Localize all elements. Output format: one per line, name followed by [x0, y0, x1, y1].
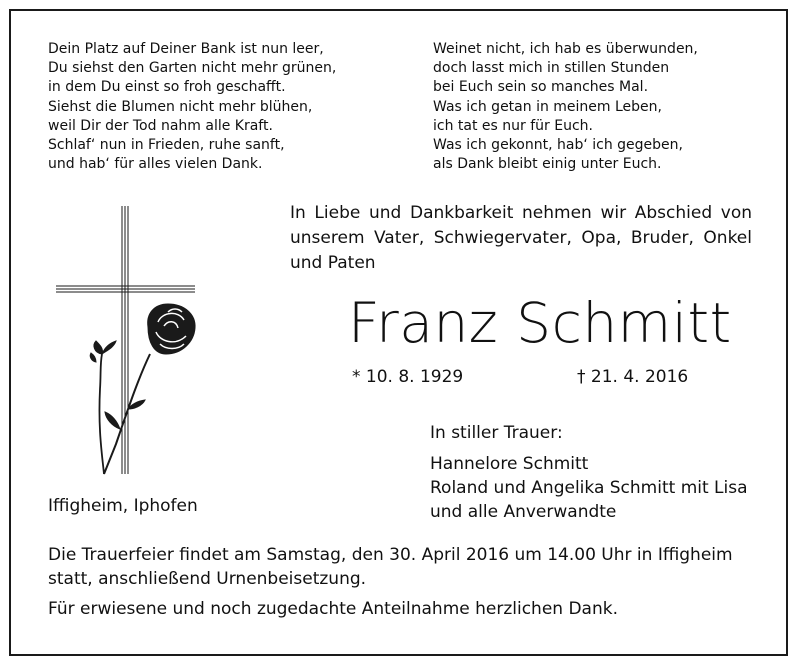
ceremony-line: statt, anschließend Urnenbeisetzung. — [48, 569, 367, 589]
mourners-block — [430, 421, 748, 524]
birth-date: * 10. 8. 1929 — [352, 367, 464, 387]
poem-left-line: Dein Platz auf Deiner Bank ist nun leer, — [48, 41, 324, 57]
poem-left — [48, 40, 336, 174]
mourner-name: Hannelore Schmitt — [430, 454, 589, 474]
deceased-name: Franz Schmitt — [348, 291, 732, 355]
farewell-statement — [290, 201, 752, 276]
mourner-name: Roland und Angelika Schmitt mit Lisa — [430, 478, 748, 498]
farewell-line: und Paten — [290, 253, 376, 273]
poem-left-line: und hab‘ für alles vielen Dank. — [48, 156, 263, 173]
poem-right-line: Was ich gekonnt, hab‘ ich gegeben, — [433, 137, 683, 154]
poem-right-line: als Dank bleibt einig unter Euch. — [433, 156, 662, 173]
ceremony-line: Die Trauerfeier findet am Samstag, den 30. April 2016 um 14.00 Uhr in Iffigheim — [48, 545, 733, 565]
poem-left-line: Siehst die Blumen nicht mehr blühen, — [48, 98, 313, 115]
death-date: † 21. 4. 2016 — [577, 367, 689, 387]
mourners-heading: In stiller Trauer: — [430, 423, 563, 443]
poem-left-line: in dem Du einst so froh geschafft. — [48, 79, 286, 96]
farewell-line: In Liebe und Dankbarkeit nehmen wir Abschied von — [290, 203, 752, 223]
farewell-line: unserem Vater, Schwiegervater, Opa, Bruder, Onkel — [290, 228, 752, 248]
poem-right — [433, 40, 698, 174]
poem-right-line: Was ich getan in meinem Leben, — [433, 98, 662, 115]
cross-with-rose-icon — [50, 204, 210, 484]
thanks-note: Für erwiesene und noch zugedachte Anteilnahme herzlichen Dank. — [48, 599, 618, 619]
poem-right-line: bei Euch sein so manches Mal. — [433, 79, 649, 96]
mourner-name: und alle Anverwandte — [430, 502, 617, 522]
poem-right-line: doch lasst mich in stillen Stunden — [433, 60, 670, 77]
spacer — [430, 445, 748, 452]
poem-left-line: Du siehst den Garten nicht mehr grünen, — [48, 60, 337, 77]
poem-left-line: Schlaf‘ nun in Frieden, ruhe sanft, — [48, 137, 285, 154]
ceremony-notice — [48, 543, 733, 591]
poem-left-line: weil Dir der Tod nahm alle Kraft. — [48, 117, 273, 134]
poem-right-line: Weinet nicht, ich hab es überwunden, — [433, 41, 698, 57]
place-names: Iffigheim, Iphofen — [48, 496, 198, 516]
poem-right-line: ich tat es nur für Euch. — [433, 117, 593, 134]
